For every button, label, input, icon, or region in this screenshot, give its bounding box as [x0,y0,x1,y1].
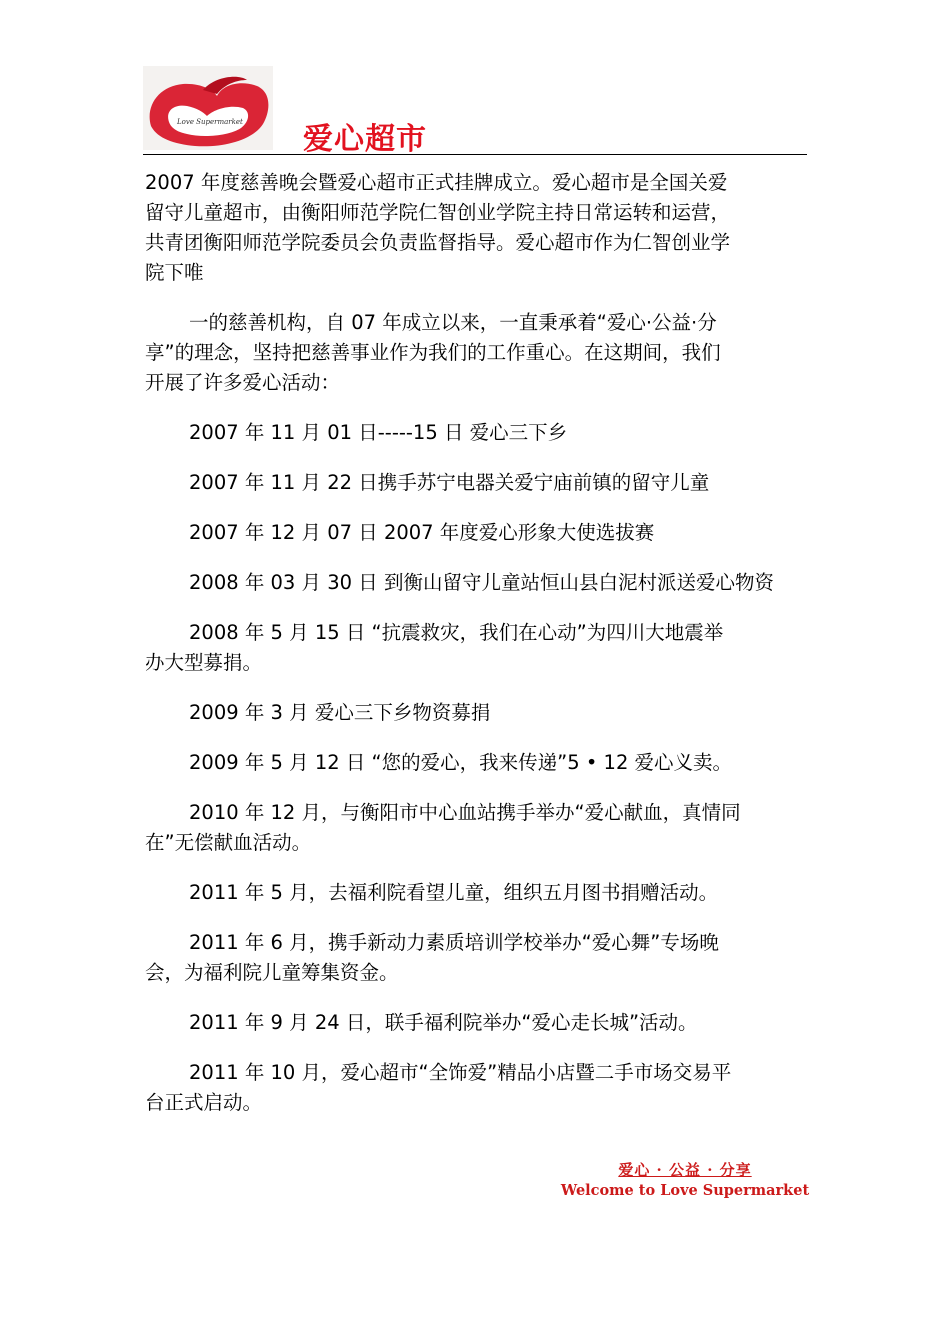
paragraph [145,568,810,618]
text-line: 2011 年 10 月，爱心超市“全饰爱”精品小店暨二手市场交易平 [189,1061,732,1084]
text-line: 会，为福利院儿童筹集资金。 [145,961,399,984]
text-line: 开展了许多爱心活动： [145,371,341,394]
paragraph [145,518,810,568]
page-footer [560,1160,810,1202]
text-line: 留守儿童超市，由衡阳师范学院仁智创业学院主持日常运转和运营， [145,201,731,224]
text-line: 2007 年 11 月 01 日-----15 日 爱心三下乡 [189,421,568,444]
text-line: 2007 年 11 月 22 日携手苏宁电器关爱宁庙前镇的留守儿童 [189,471,710,494]
logo-text: Love Supermarket [177,118,243,126]
text-line: 台正式启动。 [145,1091,263,1114]
header-rule [143,154,807,155]
paragraph [145,168,810,308]
text-line: 2009 年 5 月 12 日 “您的爱心，我来传递”5 • 12 爱心义卖。 [189,751,733,774]
paragraph [145,468,810,518]
text-line: 2009 年 3 月 爱心三下乡物资募捐 [189,701,491,724]
page-title: 爱心超市 [303,122,427,157]
text-line: 2011 年 5 月，去福利院看望儿童，组织五月图书捐赠活动。 [189,881,719,904]
paragraph [145,308,810,418]
paragraph [145,618,810,698]
paragraph [145,418,810,468]
paragraph [145,878,810,928]
text-line: 一的慈善机构，自 07 年成立以来，一直秉承着“爱心·公益·分 [189,311,717,334]
text-line: 2011 年 6 月，携手新动力素质培训学校举办“爱心舞”专场晚 [189,931,719,954]
text-line: 享”的理念，坚持把慈善事业作为我们的工作重心。在这期间，我们 [145,341,721,364]
paragraph [145,1058,810,1138]
document-body [145,168,810,1138]
text-line: 院下唯 [145,261,204,284]
text-line: 2010 年 12 月，与衡阳市中心血站携手举办“爱心献血，真情同 [189,801,741,824]
footer-slogan: 爱心 · 公益 · 分享 [618,1161,752,1179]
paragraph [145,928,810,1008]
text-line: 共青团衡阳师范学院委员会负责监督指导。爱心超市作为仁智创业学 [145,231,731,254]
text-line: 2011 年 9 月 24 日，联手福利院举办“爱心走长城”活动。 [189,1011,698,1034]
text-line: 在”无偿献血活动。 [145,831,312,854]
paragraph [145,748,810,798]
page-header [143,66,807,156]
text-line: 2007 年 12 月 07 日 2007 年度爱心形象大使选拔赛 [189,521,655,544]
text-line: 办大型募捐。 [145,651,263,674]
paragraph [145,698,810,748]
footer-welcome: Welcome to Love Supermarket [560,1182,810,1199]
text-line: 2007 年度慈善晚会暨爱心超市正式挂牌成立。爱心超市是全国关爱 [145,171,728,194]
paragraph [145,798,810,878]
text-line: 2008 年 03 月 30 日 到衡山留守儿童站恒山县白泥村派送爱心物资 [189,571,774,594]
text-line: 2008 年 5 月 15 日 “抗震救灾，我们在心动”为四川大地震举 [189,621,724,644]
love-supermarket-logo [143,66,273,150]
paragraph [145,1008,810,1058]
